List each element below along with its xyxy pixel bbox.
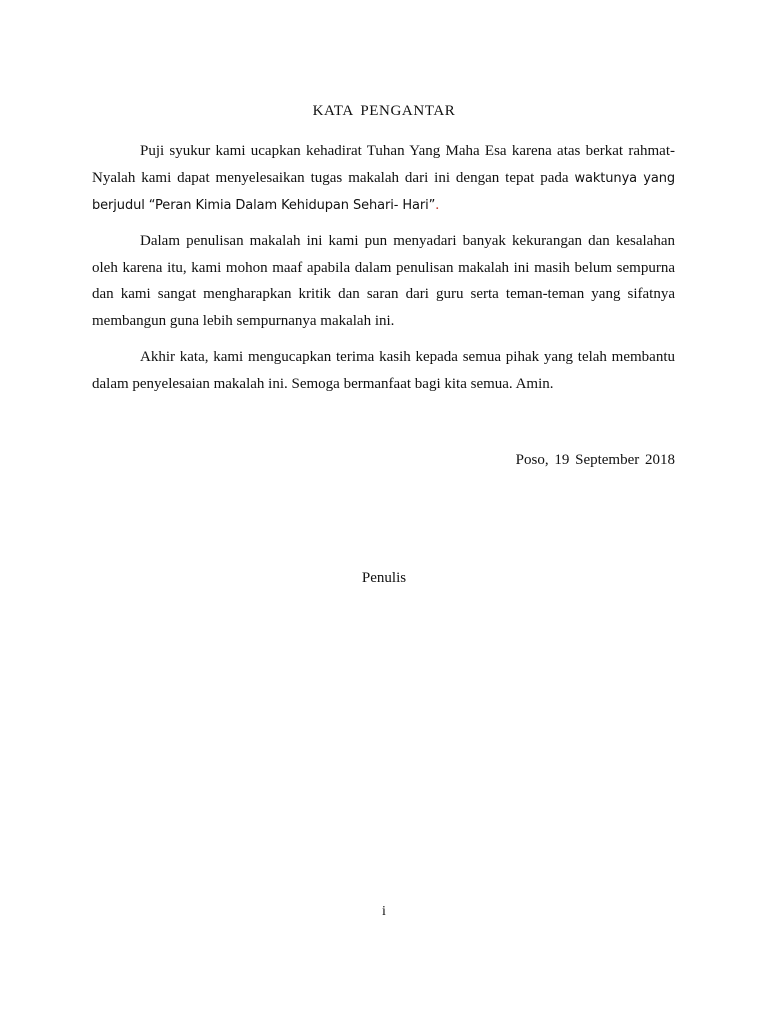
page-number: i <box>382 904 386 919</box>
place-date: Poso, 19 September 2018 <box>515 452 675 468</box>
paragraph-2 <box>92 228 675 334</box>
signer-name: Penulis <box>361 570 407 586</box>
paragraph-1 <box>92 138 675 220</box>
paragraph-3-text: Akhir kata, kami mengucapkan terima kasih kepada semua pihak yang telah membantu dalam penyelesaian makalah ini. Semoga bermanfaat bagi kita semua. Amin. <box>92 349 675 392</box>
paragraph-2-text: Dalam penulisan makalah ini kami pun menyadari banyak kekurangan dan kesalahan oleh karena itu, kami mohon maaf apabila dalam penulisan makalah ini masih belum sempurna dan kami sangat mengharapkan kritik dan saran dari guru serta teman-teman yang sifatnya membangun guna lebih sempurnanya makalah ini. <box>92 233 675 329</box>
page-title: KATA PENGANTAR <box>312 103 456 119</box>
paragraph-1-text: Puji syukur kami ucapkan kehadirat Tuhan Yang Maha Esa karena atas berkat rahmat-Nyalah kami dapat menyelesaikan tugas makalah dari ini dengan tepat pada <box>92 143 675 186</box>
paragraph-1-end-mark: . <box>435 197 440 213</box>
paragraph-3 <box>92 344 675 397</box>
paragraph-1-title-phrase: waktunya yang berjudul “Peran Kimia Dalam Kehidupan Sehari- Hari” <box>92 170 675 213</box>
